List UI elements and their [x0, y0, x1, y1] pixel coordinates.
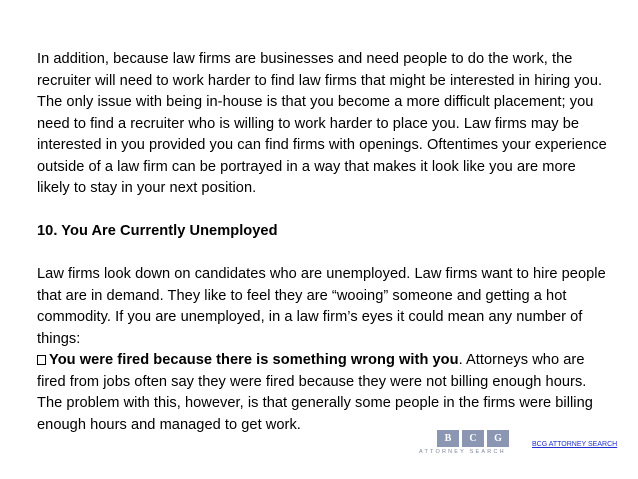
- paragraph-spacer: [37, 200, 612, 222]
- paragraph-unemployed: Law firms look down on candidates who are unemployed. Law firms want to hire people that are in demand. They like to feel they are “wooing” someone and getting a hot commodity. If you are unemployed, in a law firm’s eyes it could mean any number of things:: [37, 266, 606, 347]
- logo-subtitle: ATTORNEY SEARCH: [419, 449, 506, 455]
- bullet-lead: You were fired because there is something wrong with you: [49, 352, 459, 368]
- bullet-text: . Attorneys who are fired from jobs often say they were fired because they were not billing enough hours. The problem with this, however, is that generally some people in the firms were billing enough hours and managed to get work.: [37, 352, 593, 433]
- logo-letter-g: G: [487, 430, 509, 447]
- logo-letter-c: C: [462, 430, 484, 447]
- logo-letter-b: B: [437, 430, 459, 447]
- logo-letters: [437, 430, 517, 447]
- document-body: [37, 49, 612, 436]
- bullet-item-fired: [37, 350, 612, 436]
- paragraph-spacer: [37, 243, 612, 265]
- bcg-attorney-search-link[interactable]: BCG ATTORNEY SEARCH: [532, 441, 618, 448]
- paragraph-in-house: In addition, because law firms are businesses and need people to do the work, the recruiter will need to work harder to find law firms that might be interested in hiring you. The only issue with being in-house is that you become a more difficult placement; you need to find a recruiter who is willing to work harder to place you. Law firms may be interested in you provided you can find firms with openings. Oftentimes your experience outside of a law firm can be portrayed in a way that makes it look like you are more likely to stay in your next position.: [37, 51, 607, 196]
- section-heading: 10. You Are Currently Unemployed: [37, 223, 278, 239]
- checkbox-icon: [37, 355, 46, 365]
- bcg-logo: [419, 430, 517, 466]
